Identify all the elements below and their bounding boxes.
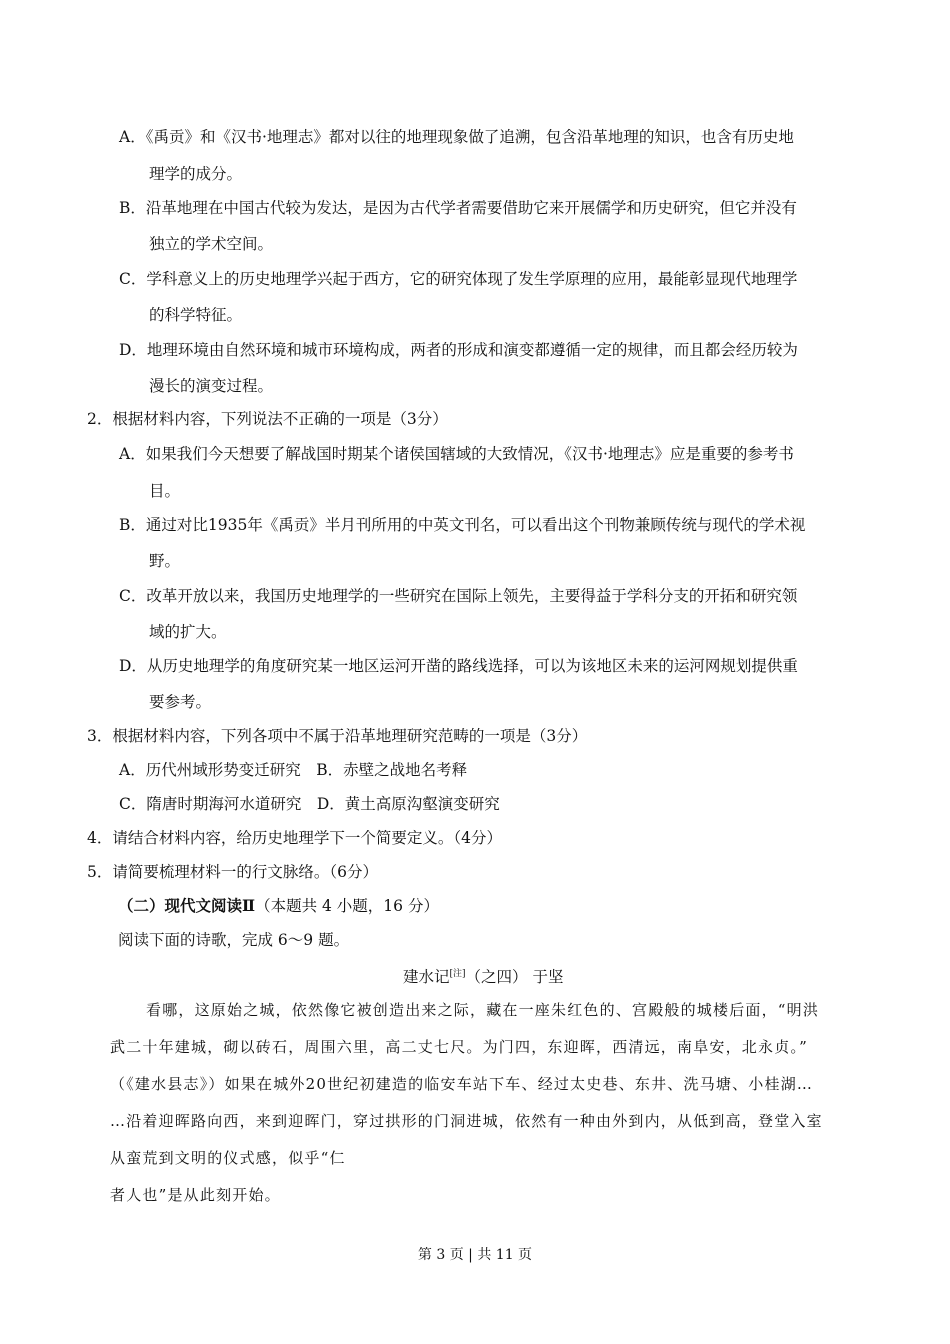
q3-options-ab: A．历代州域形势变迁研究 B．赤壁之战地名考释 — [119, 761, 468, 779]
q2-stem: 2．根据材料内容，下列说法不正确的一项是（3分） — [87, 410, 448, 428]
q1-option-a-line2: 理学的成分。 — [149, 165, 243, 183]
q5-stem: 5．请简要梳理材料一的行文脉络。（6分） — [87, 863, 378, 881]
q1-option-b-line2: 独立的学术空间。 — [149, 235, 274, 253]
q3-stem: 3．根据材料内容，下列各项中不属于沿革地理研究范畴的一项是（3分） — [87, 727, 588, 745]
section-heading-rest: （本题共 4 小题，16 分） — [255, 897, 439, 915]
poem-line-4: …沿着迎晖路向西，来到迎晖门，穿过拱形的门洞进城，依然有一种由外到内，从低到高，登堂入室 — [110, 1112, 823, 1130]
page-footer: 第 3 页 | 共 11 页 — [417, 1247, 533, 1263]
poem-line-3: （《建水县志》）如果在城外20世纪初建造的临安车站下车、经过太史巷、东井、洗马塘、小桂湖… — [110, 1075, 814, 1093]
q2-option-a-line2: 目。 — [149, 482, 181, 500]
poem-title-main: 建水记 — [403, 968, 450, 986]
poem-title-rest: （之四） 于坚 — [465, 968, 564, 986]
section-heading-bold: （二）现代文阅读Ⅱ — [118, 896, 256, 915]
poem-line-6: 者人也”是从此刻开始。 — [110, 1186, 281, 1204]
poem-line-1: 看哪，这原始之城，依然像它被创造出来之际，藏在一座朱红色的、宫殿般的城楼后面，“明洪 — [146, 1001, 820, 1019]
poem-title-note: [注] — [449, 969, 466, 979]
q1-option-c-line1: C．学科意义上的历史地理学兴起于西方，它的研究体现了发生学原理的应用，最能彰显现代地理学 — [119, 270, 798, 288]
reading-instruction: 阅读下面的诗歌，完成 6～9 题。 — [118, 931, 350, 949]
q2-option-d-line1: D．从历史地理学的角度研究某一地区运河开凿的路线选择，可以为该地区未来的运河网规划提供重 — [119, 657, 798, 675]
poem-line-2: 武二十年建城，砌以砖石，周围六里，高二丈七尺。为门四，东迎晖，西清远，南阜安，北永贞。” — [110, 1038, 808, 1056]
q3-options-cd: C．隋唐时期海河水道研究 D．黄土高原沟壑演变研究 — [119, 795, 500, 813]
q1-option-d-line1: D．地理环境由自然环境和城市环境构成，两者的形成和演变都遵循一定的规律，而且都会经历较为 — [119, 341, 798, 359]
q2-option-a-line1: A．如果我们今天想要了解战国时期某个诸侯国辖域的大致情况，《汉书·地理志》应是重要的参考书 — [119, 445, 794, 463]
q2-option-b-line2: 野。 — [149, 552, 181, 570]
section-heading — [118, 895, 439, 917]
q1-option-c-line2: 的科学特征。 — [149, 306, 243, 324]
q2-option-c-line2: 域的扩大。 — [149, 623, 227, 641]
q1-option-a-line1: A．《禹贡》和《汉书·地理志》都对以往的地理现象做了追溯，包含沿革地理的知识，也含有历史地 — [119, 128, 794, 146]
q4-stem: 4．请结合材料内容，给历史地理学下一个简要定义。（4分） — [87, 829, 502, 847]
q2-option-d-line2: 要参考。 — [149, 693, 212, 711]
q1-option-b-line1: B．沿革地理在中国古代较为发达，是因为古代学者需要借助它来开展儒学和历史研究，但它并没有 — [119, 199, 797, 217]
poem-title — [403, 963, 563, 988]
q1-option-d-line2: 漫长的演变过程。 — [149, 377, 274, 395]
q2-option-b-line1: B．通过对比1935年《禹贡》半月刊所用的中英文刊名，可以看出这个刊物兼顾传统与现代的学术视 — [119, 516, 806, 534]
poem-line-5: 从蛮荒到文明的仪式感，似乎“仁 — [110, 1149, 346, 1167]
q2-option-c-line1: C．改革开放以来，我国历史地理学的一些研究在国际上领先，主要得益于学科分支的开拓和研究领 — [119, 587, 798, 605]
